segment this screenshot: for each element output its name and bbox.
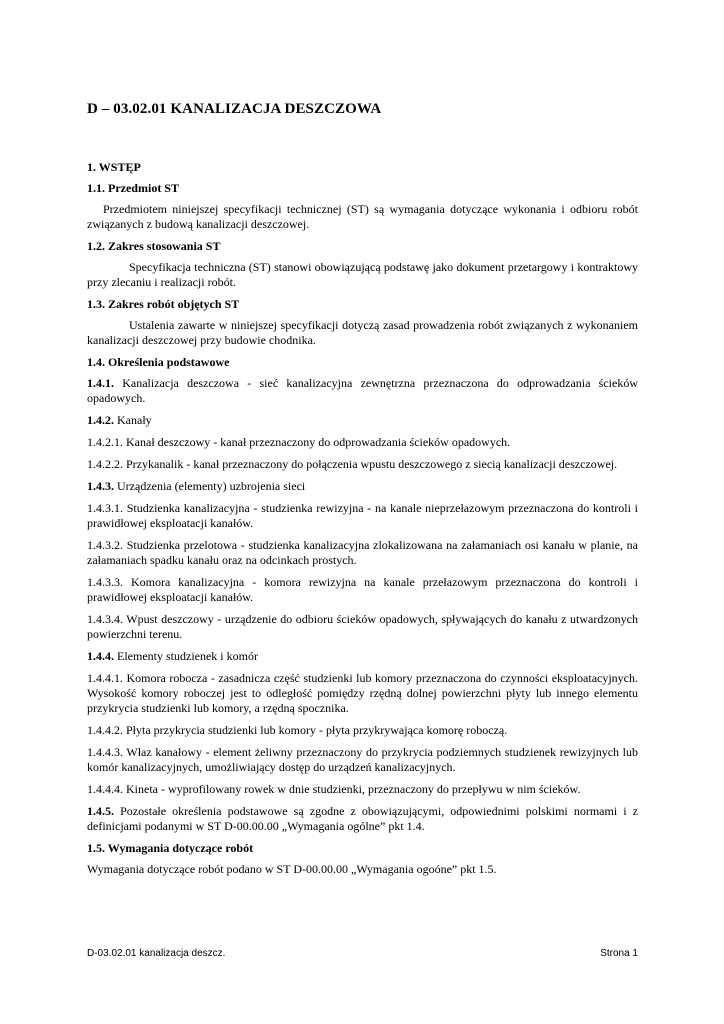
definition-1-4-1 [87, 376, 638, 406]
definition-1-4-2-2: 1.4.2.2. Przykanalik - kanał przeznaczony do połączenia wpustu deszczowego z siecią kanalizacji deszczowej. [87, 457, 618, 471]
definition-text: Kanały [114, 413, 152, 427]
paragraph-1-5: Wymagania dotyczące robót podano w ST D-00.00.00 „Wymagania ogoóne” pkt 1.5. [87, 862, 497, 876]
definition-1-4-4-1: 1.4.4.1. Komora robocza - zasadnicza część studzienki lub komory przeznaczona do czynności eksploatacyjnych. Wysokość komory roboczej jest to odległość pomiędzy rzędną dolnej powierzchni płyty lub innego elementu przykrycia studzienki lub komory, a rzędną spocznika. [87, 671, 638, 715]
section-heading-1-1: 1.1. Przedmiot ST [87, 181, 179, 195]
footer-page-number: Strona 1 [600, 948, 638, 959]
definition-1-4-4-4: 1.4.4.4. Kineta - wyprofilowany rowek w dnie studzienki, przeznaczony do przepływu w nim ścieków. [87, 782, 581, 796]
document-body [87, 160, 638, 884]
definition-1-4-4 [87, 649, 638, 664]
definition-1-4-4-3: 1.4.4.3. Właz kanałowy - element żeliwny przeznaczony do przykrycia podziemnych studzienek rewizyjnych lub komór kanalizacyjnych, umożliwiający dostęp do urządzeń kanalizacyjnych. [87, 745, 638, 774]
section-heading-1-4: 1.4. Określenia podstawowe [87, 355, 230, 369]
definition-number: 1.4.4. [87, 649, 114, 663]
definition-1-4-3-4: 1.4.3.4. Wpust deszczowy - urządzenie do odbioru ścieków opadowych, spływających do kanału z utwardzonych powierzchni terenu. [87, 612, 638, 641]
section-heading-1-2: 1.2. Zakres stosowania ST [87, 239, 221, 253]
definition-text: Kanalizacja deszczowa - sieć kanalizacyjna zewnętrzna przeznaczona do odprowadzania ścieków opadowych. [87, 376, 638, 405]
definition-text: Pozostałe określenia podstawowe są zgodne z obowiązującymi, odpowiednimi polskimi normami i z definicjami podanymi w ST D-00.00.00 „Wymagania ogólne” pkt 1.4. [87, 804, 638, 833]
definition-1-4-2-1: 1.4.2.1. Kanał deszczowy - kanał przeznaczony do odprowadzania ścieków opadowych. [87, 435, 511, 449]
definition-1-4-3 [87, 479, 638, 494]
definition-1-4-5 [87, 804, 638, 834]
definition-number: 1.4.3. [87, 479, 114, 493]
paragraph-1-3: Ustalenia zawarte w niniejszej specyfikacji dotyczą zasad prowadzenia robót związanych z wykonaniem kanalizacji deszczowej przy budowie chodnika. [87, 318, 638, 347]
definition-1-4-3-2: 1.4.3.2. Studzienka przelotowa - studzienka kanalizacyjna zlokalizowana na załamaniach osi kanału w planie, na załamaniach spadku kanału oraz na odcinkach prostych. [87, 538, 638, 567]
definition-1-4-3-3: 1.4.3.3. Komora kanalizacyjna - komora rewizyjna na kanale przełazowym przeznaczona do kontroli i prawidłowej eksploatacji kanałów. [87, 575, 638, 604]
section-heading-1-5: 1.5. Wymagania dotyczące robót [87, 841, 254, 855]
definition-text: Elementy studzienek i komór [114, 649, 258, 663]
definition-1-4-3-1: 1.4.3.1. Studzienka kanalizacyjna - studzienka rewizyjna - na kanale nieprzełazowym przeznaczona do kontroli i prawidłowej eksploatacji kanałów. [87, 501, 638, 530]
paragraph-1-2: Specyfikacja techniczna (ST) stanowi obowiązującą podstawę jako dokument przetargowy i kontraktowy przy zlecaniu i realizacji robót. [87, 260, 638, 289]
footer-document-code: D-03.02.01 kanalizacja deszcz. [87, 948, 226, 959]
definition-number: 1.4.5. [87, 804, 114, 818]
definition-number: 1.4.2. [87, 413, 114, 427]
definition-text: Urządzenia (elementy) uzbrojenia sieci [114, 479, 306, 493]
section-heading-1-3: 1.3. Zakres robót objętych ST [87, 297, 240, 311]
definition-1-4-2 [87, 413, 638, 428]
document-title: D – 03.02.01 KANALIZACJA DESZCZOWA [87, 101, 382, 117]
paragraph-1-1: Przedmiotem niniejszej specyfikacji technicznej (ST) są wymagania dotyczące wykonania i odbioru robót związanych z budową kanalizacji deszczowej. [87, 202, 638, 231]
definition-number: 1.4.1. [87, 376, 114, 390]
section-heading-1: 1. WSTĘP [87, 160, 141, 174]
definition-1-4-4-2: 1.4.4.2. Płyta przykrycia studzienki lub komory - płyta przykrywająca komorę roboczą. [87, 723, 508, 737]
